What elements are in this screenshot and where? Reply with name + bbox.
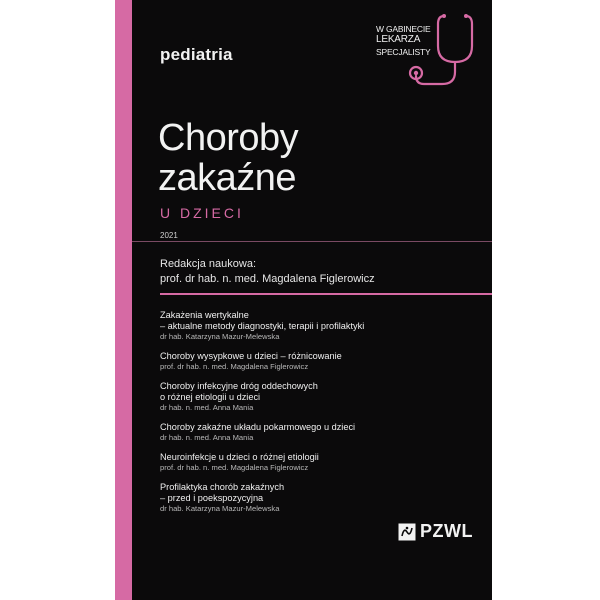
toc-title-line: – przed i poekspozycyjna xyxy=(160,493,264,503)
toc-title-line: Zakażenia wertykalne xyxy=(160,310,249,320)
toc-entry xyxy=(160,351,480,372)
publisher-name: PZWL xyxy=(420,521,473,541)
badge-line-1: W GABINECIE xyxy=(376,24,431,34)
table-of-contents xyxy=(160,310,480,523)
specialist-badge xyxy=(362,10,477,90)
toc-author: dr hab. Katarzyna Mazur-Melewska xyxy=(160,504,280,513)
accent-divider xyxy=(160,293,492,295)
toc-title-line: o różnej etiologii u dzieci xyxy=(160,392,261,402)
badge-line-2: LEKARZA xyxy=(376,34,421,45)
toc-title-line: Choroby zakaźne układu pokarmowego u dzieci xyxy=(160,422,356,432)
series-name: pediatria xyxy=(160,45,233,64)
pzwl-logo-icon xyxy=(398,523,416,541)
editor-name: prof. dr hab. n. med. Magdalena Figlerowicz xyxy=(160,273,375,285)
toc-title-line: Choroby wysypkowe u dzieci – różnicowanie xyxy=(160,351,342,361)
toc-title-line: – aktualne metody diagnostyki, terapii i profilaktyki xyxy=(160,321,365,331)
badge-line-3: SPECJALISTY xyxy=(376,47,431,57)
toc-entry xyxy=(160,381,480,413)
toc-entry xyxy=(160,482,480,514)
toc-author: prof. dr hab. n. med. Magdalena Figlerowicz xyxy=(160,463,309,472)
subtitle: U DZIECI xyxy=(160,205,244,221)
toc-author: dr hab. n. med. Anna Mania xyxy=(160,403,254,412)
toc-entry xyxy=(160,310,480,342)
toc-entry xyxy=(160,452,480,473)
book-cover xyxy=(115,0,492,600)
publication-year: 2021 xyxy=(160,231,178,240)
toc-author: dr hab. Katarzyna Mazur-Melewska xyxy=(160,332,280,341)
toc-title-line: Choroby infekcyjne dróg oddechowych xyxy=(160,381,318,391)
pink-spine-stripe xyxy=(115,0,132,600)
title-line-2: zakaźne xyxy=(158,157,297,199)
title-line-1: Choroby xyxy=(158,117,299,159)
toc-author: prof. dr hab. n. med. Magdalena Figlerowicz xyxy=(160,362,309,371)
editor-label: Redakcja naukowa: xyxy=(160,258,257,270)
toc-title-line: Neuroinfekcje u dzieci o różnej etiologii xyxy=(160,452,319,462)
toc-title-line: Profilaktyka chorób zakaźnych xyxy=(160,482,285,492)
toc-entry xyxy=(160,422,480,443)
divider xyxy=(132,241,492,242)
toc-author: dr hab. n. med. Anna Mania xyxy=(160,433,254,442)
